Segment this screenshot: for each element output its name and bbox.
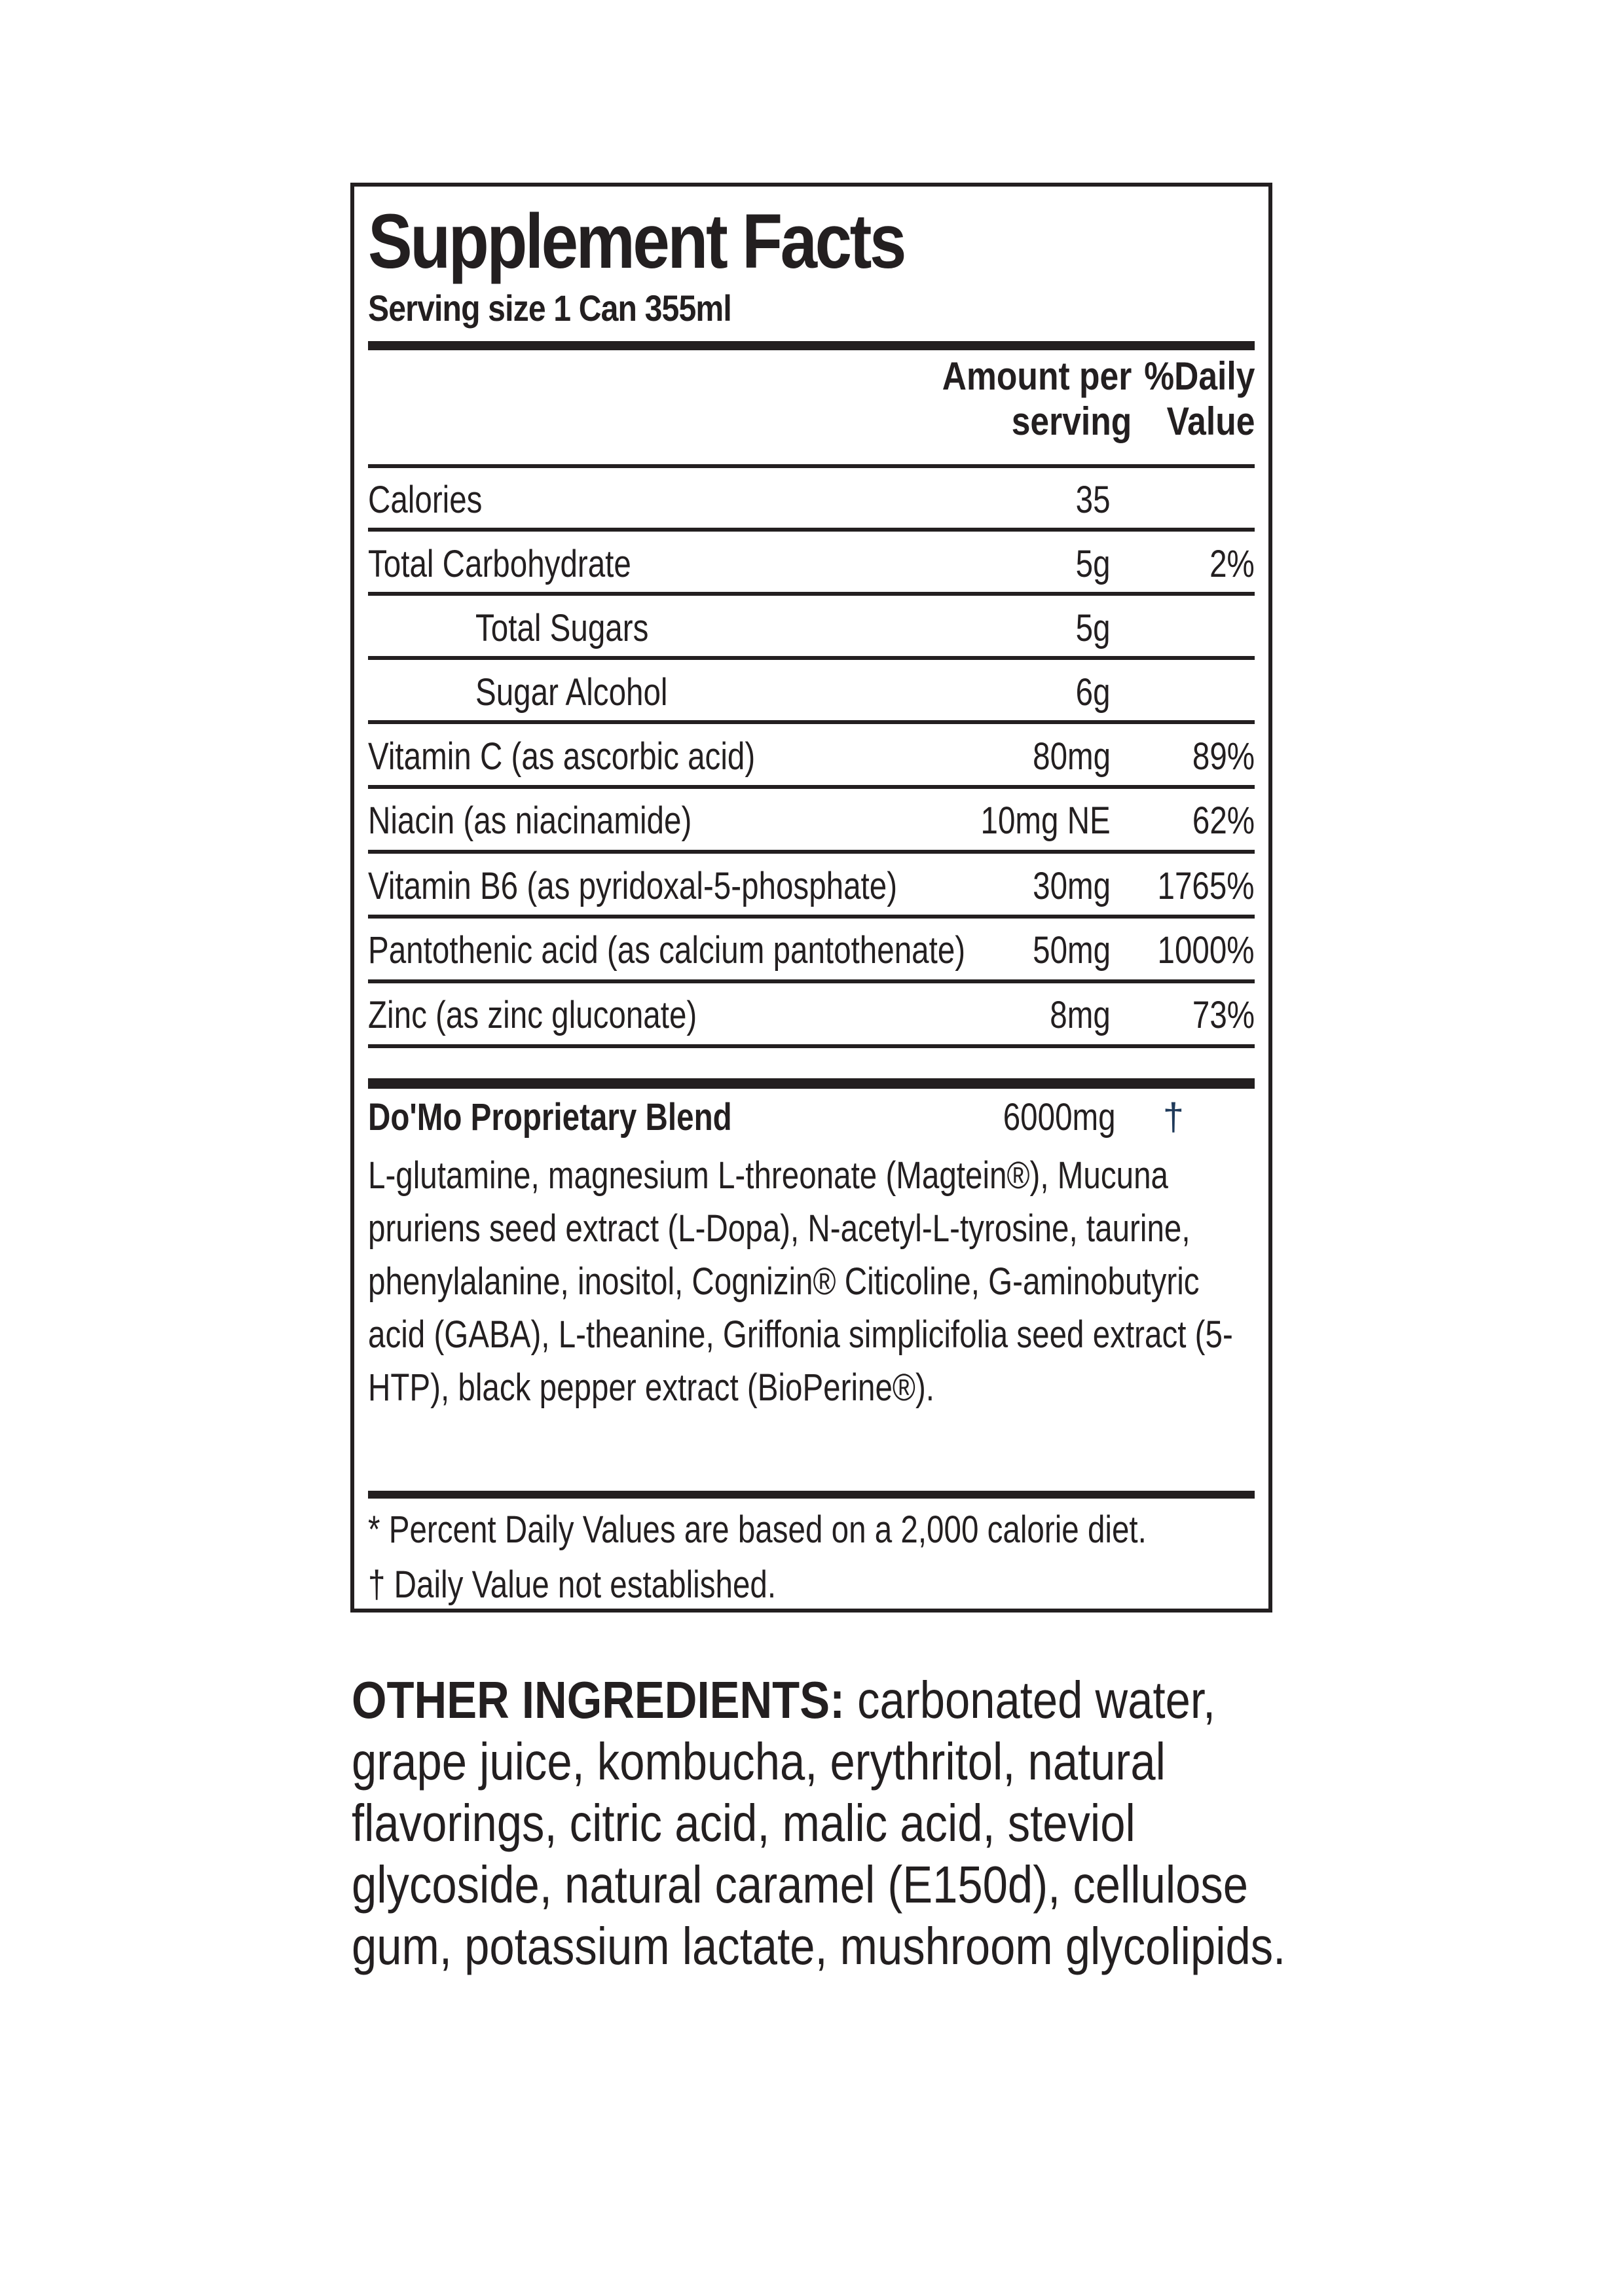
- thick-divider: [368, 1078, 1255, 1089]
- supplement-facts-panel: [350, 183, 1272, 1613]
- nutrient-amount: 50mg: [1033, 928, 1111, 972]
- nutrient-row-vitamin-b6: [368, 856, 1255, 916]
- nutrient-label: Sugar Alcohol: [475, 670, 668, 714]
- divider: [368, 785, 1255, 789]
- nutrient-amount: 5g: [1076, 606, 1111, 649]
- panel-title: Supplement Facts: [368, 198, 904, 285]
- nutrient-dv: 73%: [1192, 993, 1255, 1036]
- nutrient-label: Niacin (as niacinamide): [368, 799, 692, 842]
- divider: [368, 720, 1255, 724]
- other-ingredients: [352, 1669, 1309, 1977]
- nutrient-label: Total Carbohydrate: [368, 542, 631, 585]
- nutrient-row-vitamin-c: [368, 726, 1255, 786]
- nutrient-row-total-sugars: [368, 598, 1255, 658]
- nutrient-row-pantothenic-acid: [368, 920, 1255, 980]
- blend-name: Do'Mo Proprietary Blend: [368, 1096, 732, 1139]
- divider: [368, 1044, 1255, 1048]
- divider: [368, 850, 1255, 854]
- dagger-icon: †: [1162, 1096, 1184, 1139]
- nutrient-dv: 1000%: [1157, 928, 1255, 972]
- nutrient-amount: 5g: [1076, 542, 1111, 585]
- other-ingredients-label: OTHER INGREDIENTS:: [352, 1671, 845, 1729]
- other-ingredients-text: carbonated water, grape juice, kombucha, erythritol, natural flavorings, citric acid, malic acid, steviol glycoside, natural caramel (E150d), cellulose gum, potassium lactate, mushroom glycolipids.: [352, 1671, 1286, 1975]
- amount-per-serving-header: [942, 354, 1132, 444]
- nutrient-dv: 1765%: [1157, 864, 1255, 907]
- divider: [368, 915, 1255, 919]
- nutrient-label: Calories: [368, 478, 483, 521]
- proprietary-blend-header: [368, 1095, 1255, 1148]
- nutrient-label: Total Sugars: [475, 606, 649, 649]
- nutrient-row-zinc: [368, 985, 1255, 1045]
- serving-size: Serving size 1 Can 355ml: [368, 287, 731, 329]
- nutrient-amount: 35: [1076, 478, 1111, 521]
- nutrient-amount: 30mg: [1033, 864, 1111, 907]
- column-header: [942, 354, 1255, 444]
- nutrient-label: Zinc (as zinc gluconate): [368, 993, 697, 1036]
- footnotes: [368, 1503, 1254, 1613]
- dv-header-line1: %Daily: [1143, 354, 1255, 398]
- footnote-dagger: † Daily Value not established.: [368, 1563, 777, 1606]
- thick-divider: [368, 1491, 1255, 1499]
- nutrient-row-calories: [368, 469, 1255, 530]
- nutrient-dv: 89%: [1192, 735, 1255, 778]
- nutrient-amount: 8mg: [1050, 993, 1111, 1036]
- nutrient-amount: 80mg: [1033, 735, 1111, 778]
- amount-header-line1: Amount per: [942, 354, 1132, 398]
- footnote-daily-values: * Percent Daily Values are based on a 2,000 calorie diet.: [368, 1508, 1147, 1551]
- thick-divider: [368, 341, 1255, 350]
- nutrient-label: Vitamin C (as ascorbic acid): [368, 735, 756, 778]
- nutrient-amount: 6g: [1076, 670, 1111, 714]
- dv-header-line2: Value: [1166, 399, 1255, 443]
- blend-amount: 6000mg: [1003, 1096, 1116, 1139]
- nutrient-label: Pantothenic acid (as calcium pantothenate): [368, 928, 966, 972]
- daily-value-header: [1144, 354, 1255, 444]
- nutrient-label: Vitamin B6 (as pyridoxal-5-phosphate): [368, 864, 898, 907]
- blend-ingredients: L-glutamine, magnesium L-threonate (Magtein®), Mucuna pruriens seed extract (L-Dopa), N-acetyl-L-tyrosine, taurine, phenylalanine, inositol, Cognizin® Citicoline, G-aminobutyric acid (GABA), L-theanine, Griffonia simplicifolia seed extract (5-HTP), black pepper extract (BioPerine®).: [368, 1154, 1233, 1409]
- nutrient-amount: 10mg NE: [980, 799, 1111, 842]
- nutrient-dv: 2%: [1209, 542, 1255, 585]
- amount-header-line2: serving: [1011, 399, 1132, 443]
- divider: [368, 656, 1255, 660]
- divider: [368, 464, 1255, 468]
- nutrient-row-sugar-alcohol: [368, 662, 1255, 722]
- divider: [368, 592, 1255, 596]
- nutrient-dv: 62%: [1192, 799, 1255, 842]
- nutrient-row-niacin: [368, 790, 1255, 850]
- divider: [368, 979, 1255, 983]
- nutrient-row-total-carbohydrate: [368, 534, 1255, 594]
- divider: [368, 528, 1255, 532]
